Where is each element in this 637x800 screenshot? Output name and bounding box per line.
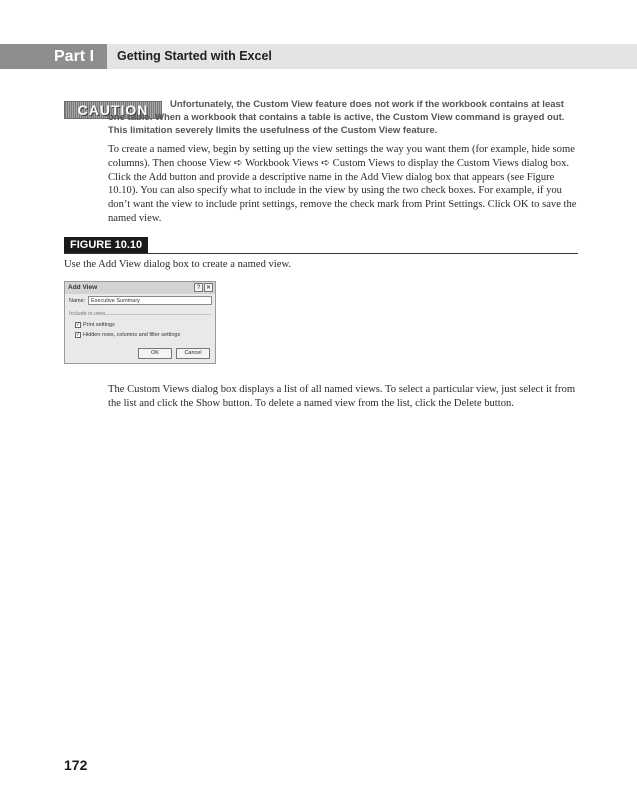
- print-settings-checkbox[interactable]: ✓: [76, 322, 81, 328]
- figure-caption: Use the Add View dialog box to create a named view.: [64, 259, 292, 270]
- part-label: Part I: [0, 44, 107, 69]
- caution-text: Unfortunately, the Custom View feature does not work if the workbook contains at least one table. When a workbook that contains a table is active, the Custom View command is grayed out. This limitation severely limits the usefulness of the Custom View feature.: [108, 99, 565, 136]
- group-divider: [93, 314, 211, 315]
- figure-label: FIGURE 10.10: [64, 237, 148, 254]
- add-view-dialog: [64, 281, 216, 364]
- name-label: Name:: [69, 298, 86, 304]
- caution-badge-label: CAUTION: [77, 102, 149, 118]
- close-button[interactable]: ✕: [205, 285, 212, 291]
- hidden-rows-label: Hidden rows, columns and filter settings: [83, 332, 181, 338]
- include-group-label: Include in view: [69, 311, 106, 317]
- dialog-title: Add View: [65, 282, 215, 294]
- chapter-title: Getting Started with Excel: [107, 44, 637, 69]
- body-paragraph-2: The Custom Views dialog box displays a list of all named views. To select a particular view, just select it from the list and click the Show button. To delete a named view from the list, click the Delete button.: [108, 384, 576, 409]
- body-paragraph-1: To create a named view, begin by setting up the view settings the way you want them (for example, hide some columns). Then choose View ➪ Workbook Views ➪ Custom Views to display the Custom Views dialog box. Click the Add button and provide a descriptive name in the Add View dialog box that appears (see Figure 10.10). You can also specify what to include in the view by using the two check boxes. For example, if you don’t want the view to include print settings, remove the check mark from Print Settings. Click OK to save the named view.: [108, 144, 577, 224]
- figure-rule: [64, 253, 578, 254]
- help-button[interactable]: ?: [194, 283, 203, 292]
- name-input[interactable]: Executive Summary: [88, 296, 212, 305]
- ok-button[interactable]: OK: [138, 348, 172, 359]
- print-settings-label: Print settings: [83, 322, 115, 328]
- hidden-rows-checkbox[interactable]: ✓: [76, 332, 81, 338]
- page-number: 172: [64, 757, 88, 773]
- cancel-button[interactable]: Cancel: [176, 348, 210, 359]
